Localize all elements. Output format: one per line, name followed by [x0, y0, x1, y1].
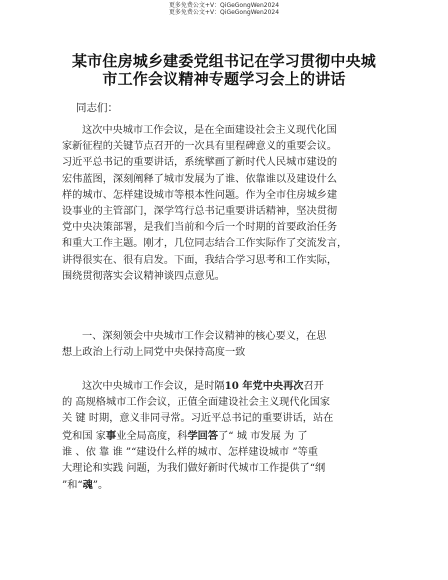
paragraph-line: 围绕贯彻落实会议精神谈四点意见。: [62, 270, 225, 282]
paragraph-line: 关 键 时期，意义非同寻常。习近平总书记的重要讲话，站在: [62, 413, 334, 425]
paragraph-line: 习近平总书记的重要讲话，系统擘画了新时代人民城市建设的: [62, 157, 338, 169]
paragraph-line: 讲得很实在、很有启发。下面，我结合学习思考和工作实际，: [62, 254, 338, 266]
paragraph-line: [62, 378, 394, 395]
text-run: 了“ 城 市发展 为 了: [218, 430, 308, 442]
paragraph-line: 家新征程的关键节点召开的一次具有里程碑意义的重要会议。: [62, 141, 338, 153]
section-heading-1: [62, 329, 394, 361]
paragraph-line: 样的城市、怎样建设城市等根本性问题。作为全市住房城乡建: [62, 189, 338, 201]
bold-run: 学回答: [187, 429, 219, 442]
document-title: [0, 52, 448, 88]
paragraph-line: 这次中央城市工作会议，是在全面建设社会主义现代化国: [82, 125, 337, 136]
text-run: 这次中央城市工作会议，是时隔: [82, 381, 225, 392]
paragraph-line: 宏伟蓝图，深刻阐释了城市发展为了谁、依靠谁以及建设什么: [62, 173, 338, 185]
text-run: ”。: [92, 480, 109, 492]
paragraph-line: 党中央决策部署，是我们当前和今后一个时期的首要政治任务: [62, 222, 338, 234]
paragraph-line: 和重大工作主题。刚才，几位同志结合工作实际作了交流发言，: [62, 238, 348, 250]
text-run: ”和“: [62, 480, 83, 492]
header-line-2: 更多免费公文+V：QiGeGongWen2024: [168, 9, 280, 16]
title-line-1: 某市住房城乡建委党组书记在学习贯彻中央城: [71, 52, 376, 70]
paragraph-line: 谁 、依 靠 谁 ”“建设什么样的城市、怎样建设城市 ”等重: [62, 446, 318, 458]
heading-line-2: 想上政治上行动上同党中央保持高度一致: [62, 347, 246, 359]
paragraph-1: [62, 123, 394, 285]
heading-line-1: 一、深刻领会中央城市工作会议精神的核心要义，在思: [82, 331, 327, 342]
page-header-watermark: [0, 2, 448, 16]
salutation: 同志们：: [76, 102, 118, 114]
text-run: 党和国 家: [62, 430, 106, 442]
paragraph-line: 设事业的主管部门，深学笃行总书记重要讲话精神，坚决贯彻: [62, 206, 338, 218]
paragraph-2: [62, 378, 394, 494]
bold-run: 10 年党中央再次: [224, 380, 304, 392]
paragraph-line: [62, 428, 394, 445]
text-run: 业全局高度，科: [116, 430, 188, 442]
title-line-2: 市工作会议精神专题学习会上的讲话: [102, 70, 346, 88]
bold-run: 魂: [82, 479, 93, 492]
paragraph-line: 大理论和实践 问题，为我们做好新时代城市工作提供了“纲: [62, 463, 326, 475]
header-line-1: 更多免费公文+V：QiGeGongWen2024: [168, 2, 280, 9]
paragraph-line: 的 高规格城市工作会议，正值全面建设社会主义现代化国家: [62, 397, 331, 409]
paragraph-line: [62, 477, 394, 494]
bold-run: 事: [106, 429, 117, 442]
text-run: 召开: [303, 381, 324, 392]
